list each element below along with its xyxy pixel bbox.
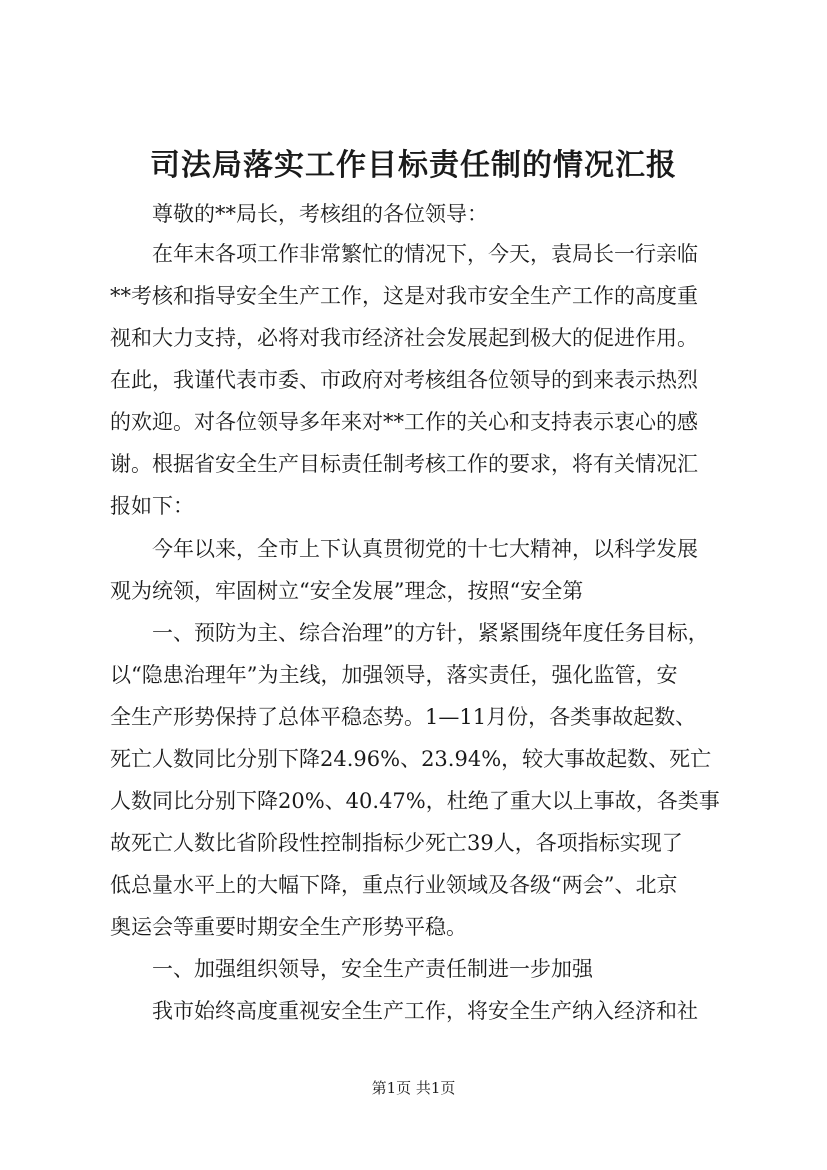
body-line: 故死亡人数比省阶段性控制指标少死亡39人，各项指标实现了 [110, 831, 683, 855]
body-line: 奥运会等重要时期安全生产形势平稳。 [110, 915, 467, 939]
body-line: 在年末各项工作非常繁忙的情况下，今天，袁局长一行亲临 [152, 242, 698, 266]
body-line: 以“隐患治理年”为主线，加强领导，落实责任，强化监管，安 [110, 663, 678, 687]
body-line: 视和大力支持，必将对我市经济社会发展起到极大的促进作用。 [110, 326, 698, 350]
body-line: 谢。根据省安全生产目标责任制考核工作的要求，将有关情况汇 [110, 452, 698, 476]
body-line: 全生产形势保持了总体平稳态势。1—11月份，各类事故起数、 [110, 705, 697, 729]
body-line: 报如下： [110, 494, 194, 518]
body-line: 观为统领，牢固树立“安全发展”理念，按照“安全第 [110, 579, 584, 603]
page-number: 第1页 共1页 [371, 1079, 456, 1097]
body-line: 一、预防为主、综合治理”的方针，紧紧围绕年度任务目标， [152, 621, 709, 645]
body-line: 今年以来，全市上下认真贯彻党的十七大精神，以科学发展 [152, 537, 698, 561]
body-line: 在此，我谨代表市委、市政府对考核组各位领导的到来表示热烈 [110, 368, 698, 392]
body-line: **考核和指导安全生产工作，这是对我市安全生产工作的高度重 [110, 284, 698, 308]
document-title: 司法局落实工作目标责任制的情况汇报 [150, 148, 677, 183]
body-line: 尊敬的**局长，考核组的各位领导： [152, 202, 488, 226]
section-heading: 一、加强组织领导，安全生产责任制进一步加强 [152, 957, 593, 981]
body-line: 低总量水平上的大幅下降，重点行业领域及各级“两会”、北京 [110, 873, 678, 897]
body-line: 的欢迎。对各位领导多年来对**工作的关心和支持表示衷心的感 [110, 410, 698, 434]
body-line: 死亡人数同比分别下降24.96%、23.94%，较大事故起数、死亡 [110, 747, 712, 771]
body-line: 人数同比分别下降20%、40.47%，杜绝了重大以上事故，各类事 [110, 789, 720, 813]
body-line: 我市始终高度重视安全生产工作，将安全生产纳入经济和社 [152, 999, 698, 1023]
